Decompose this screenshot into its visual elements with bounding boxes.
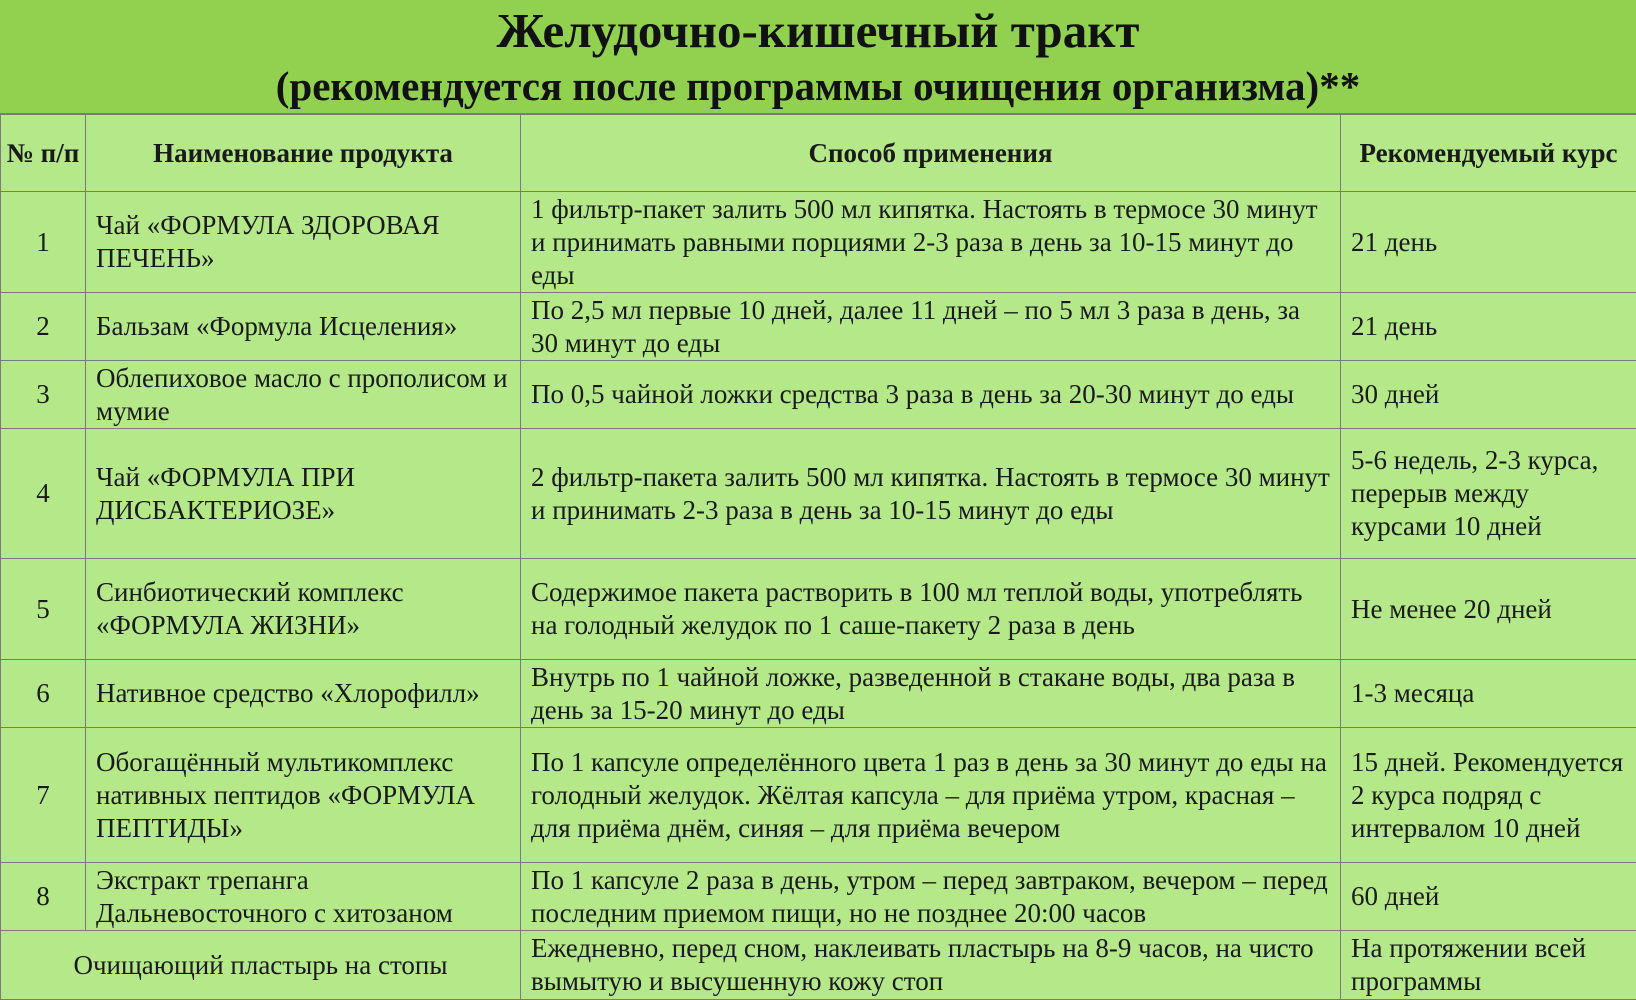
table-footer-row	[1, 931, 1636, 1000]
row-num: 6	[1, 660, 86, 728]
row-course: Не менее 20 дней	[1341, 559, 1636, 660]
header-course: Рекомендуемый курс	[1341, 115, 1636, 192]
page-subtitle: (рекомендуется после программы очищения организма)**	[0, 60, 1636, 112]
row-course: 5-6 недель, 2-3 курса, перерыв между курсами 10 дней	[1341, 429, 1636, 559]
products-table	[0, 114, 1636, 1000]
footer-course: На протяжении всей программы	[1341, 931, 1636, 1000]
row-name: Синбиотический комплекс «ФОРМУЛА ЖИЗНИ»	[86, 559, 521, 660]
footer-method: Ежедневно, перед сном, наклеивать пластырь на 8-9 часов, на чисто вымытую и высушенную кожу стоп	[521, 931, 1341, 1000]
row-num: 2	[1, 293, 86, 361]
footer-name: Очищающий пластырь на стопы	[1, 931, 521, 1000]
row-num: 8	[1, 863, 86, 931]
header-method: Способ применения	[521, 115, 1341, 192]
row-method: 1 фильтр-пакет залить 500 мл кипятка. Настоять в термосе 30 минут и принимать равными порциями 2-3 раза в день за 10-15 минут до еды	[521, 192, 1341, 293]
row-method: По 2,5 мл первые 10 дней, далее 11 дней – по 5 мл 3 раза в день, за 30 минут до еды	[521, 293, 1341, 361]
row-num: 1	[1, 192, 86, 293]
row-course: 21 день	[1341, 293, 1636, 361]
table-row	[1, 863, 1636, 931]
row-name: Экстракт трепанга Дальневосточного с хитозаном	[86, 863, 521, 931]
row-method: Содержимое пакета растворить в 100 мл теплой воды, употреблять на голодный желудок по 1 саше-пакету 2 раза в день	[521, 559, 1341, 660]
row-name: Нативное средство «Хлорофилл»	[86, 660, 521, 728]
row-course: 21 день	[1341, 192, 1636, 293]
row-method: По 1 капсуле 2 раза в день, утром – перед завтраком, вечером – перед последним приемом пищи, но не позднее 20:00 часов	[521, 863, 1341, 931]
row-method: 2 фильтр-пакета залить 500 мл кипятка. Настоять в термосе 30 минут и принимать 2-3 раза в день за 10-15 минут до еды	[521, 429, 1341, 559]
table-row	[1, 361, 1636, 429]
row-course: 60 дней	[1341, 863, 1636, 931]
table-row	[1, 429, 1636, 559]
table-row	[1, 559, 1636, 660]
table-row	[1, 293, 1636, 361]
row-course: 15 дней. Рекомендуется 2 курса подряд с интервалом 10 дней	[1341, 728, 1636, 863]
table-header-row	[1, 115, 1636, 192]
row-name: Чай «ФОРМУЛА ПРИ ДИСБАКТЕРИОЗЕ»	[86, 429, 521, 559]
row-method: По 0,5 чайной ложки средства 3 раза в день за 20-30 минут до еды	[521, 361, 1341, 429]
row-name: Облепиховое масло с прополисом и мумие	[86, 361, 521, 429]
header-num: № п/п	[1, 115, 86, 192]
table-row	[1, 192, 1636, 293]
header-name: Наименование продукта	[86, 115, 521, 192]
table-row	[1, 728, 1636, 863]
row-course: 30 дней	[1341, 361, 1636, 429]
row-num: 3	[1, 361, 86, 429]
row-name: Чай «ФОРМУЛА ЗДОРОВАЯ ПЕЧЕНЬ»	[86, 192, 521, 293]
row-num: 5	[1, 559, 86, 660]
row-num: 7	[1, 728, 86, 863]
row-method: По 1 капсуле определённого цвета 1 раз в день за 30 минут до еды на голодный желудок. Жёлтая капсула – для приёма утром, красная – для приёма днём, синяя – для приёма вечером	[521, 728, 1341, 863]
row-course: 1-3 месяца	[1341, 660, 1636, 728]
table-row	[1, 660, 1636, 728]
row-method: Внутрь по 1 чайной ложке, разведенной в стакане воды, два раза в день за 15-20 минут до еды	[521, 660, 1341, 728]
page-title: Желудочно-кишечный тракт	[0, 2, 1636, 60]
row-name: Обогащённый мультикомплекс нативных пептидов «ФОРМУЛА ПЕПТИДЫ»	[86, 728, 521, 863]
header-banner	[0, 0, 1636, 114]
row-num: 4	[1, 429, 86, 559]
row-name: Бальзам «Формула Исцеления»	[86, 293, 521, 361]
